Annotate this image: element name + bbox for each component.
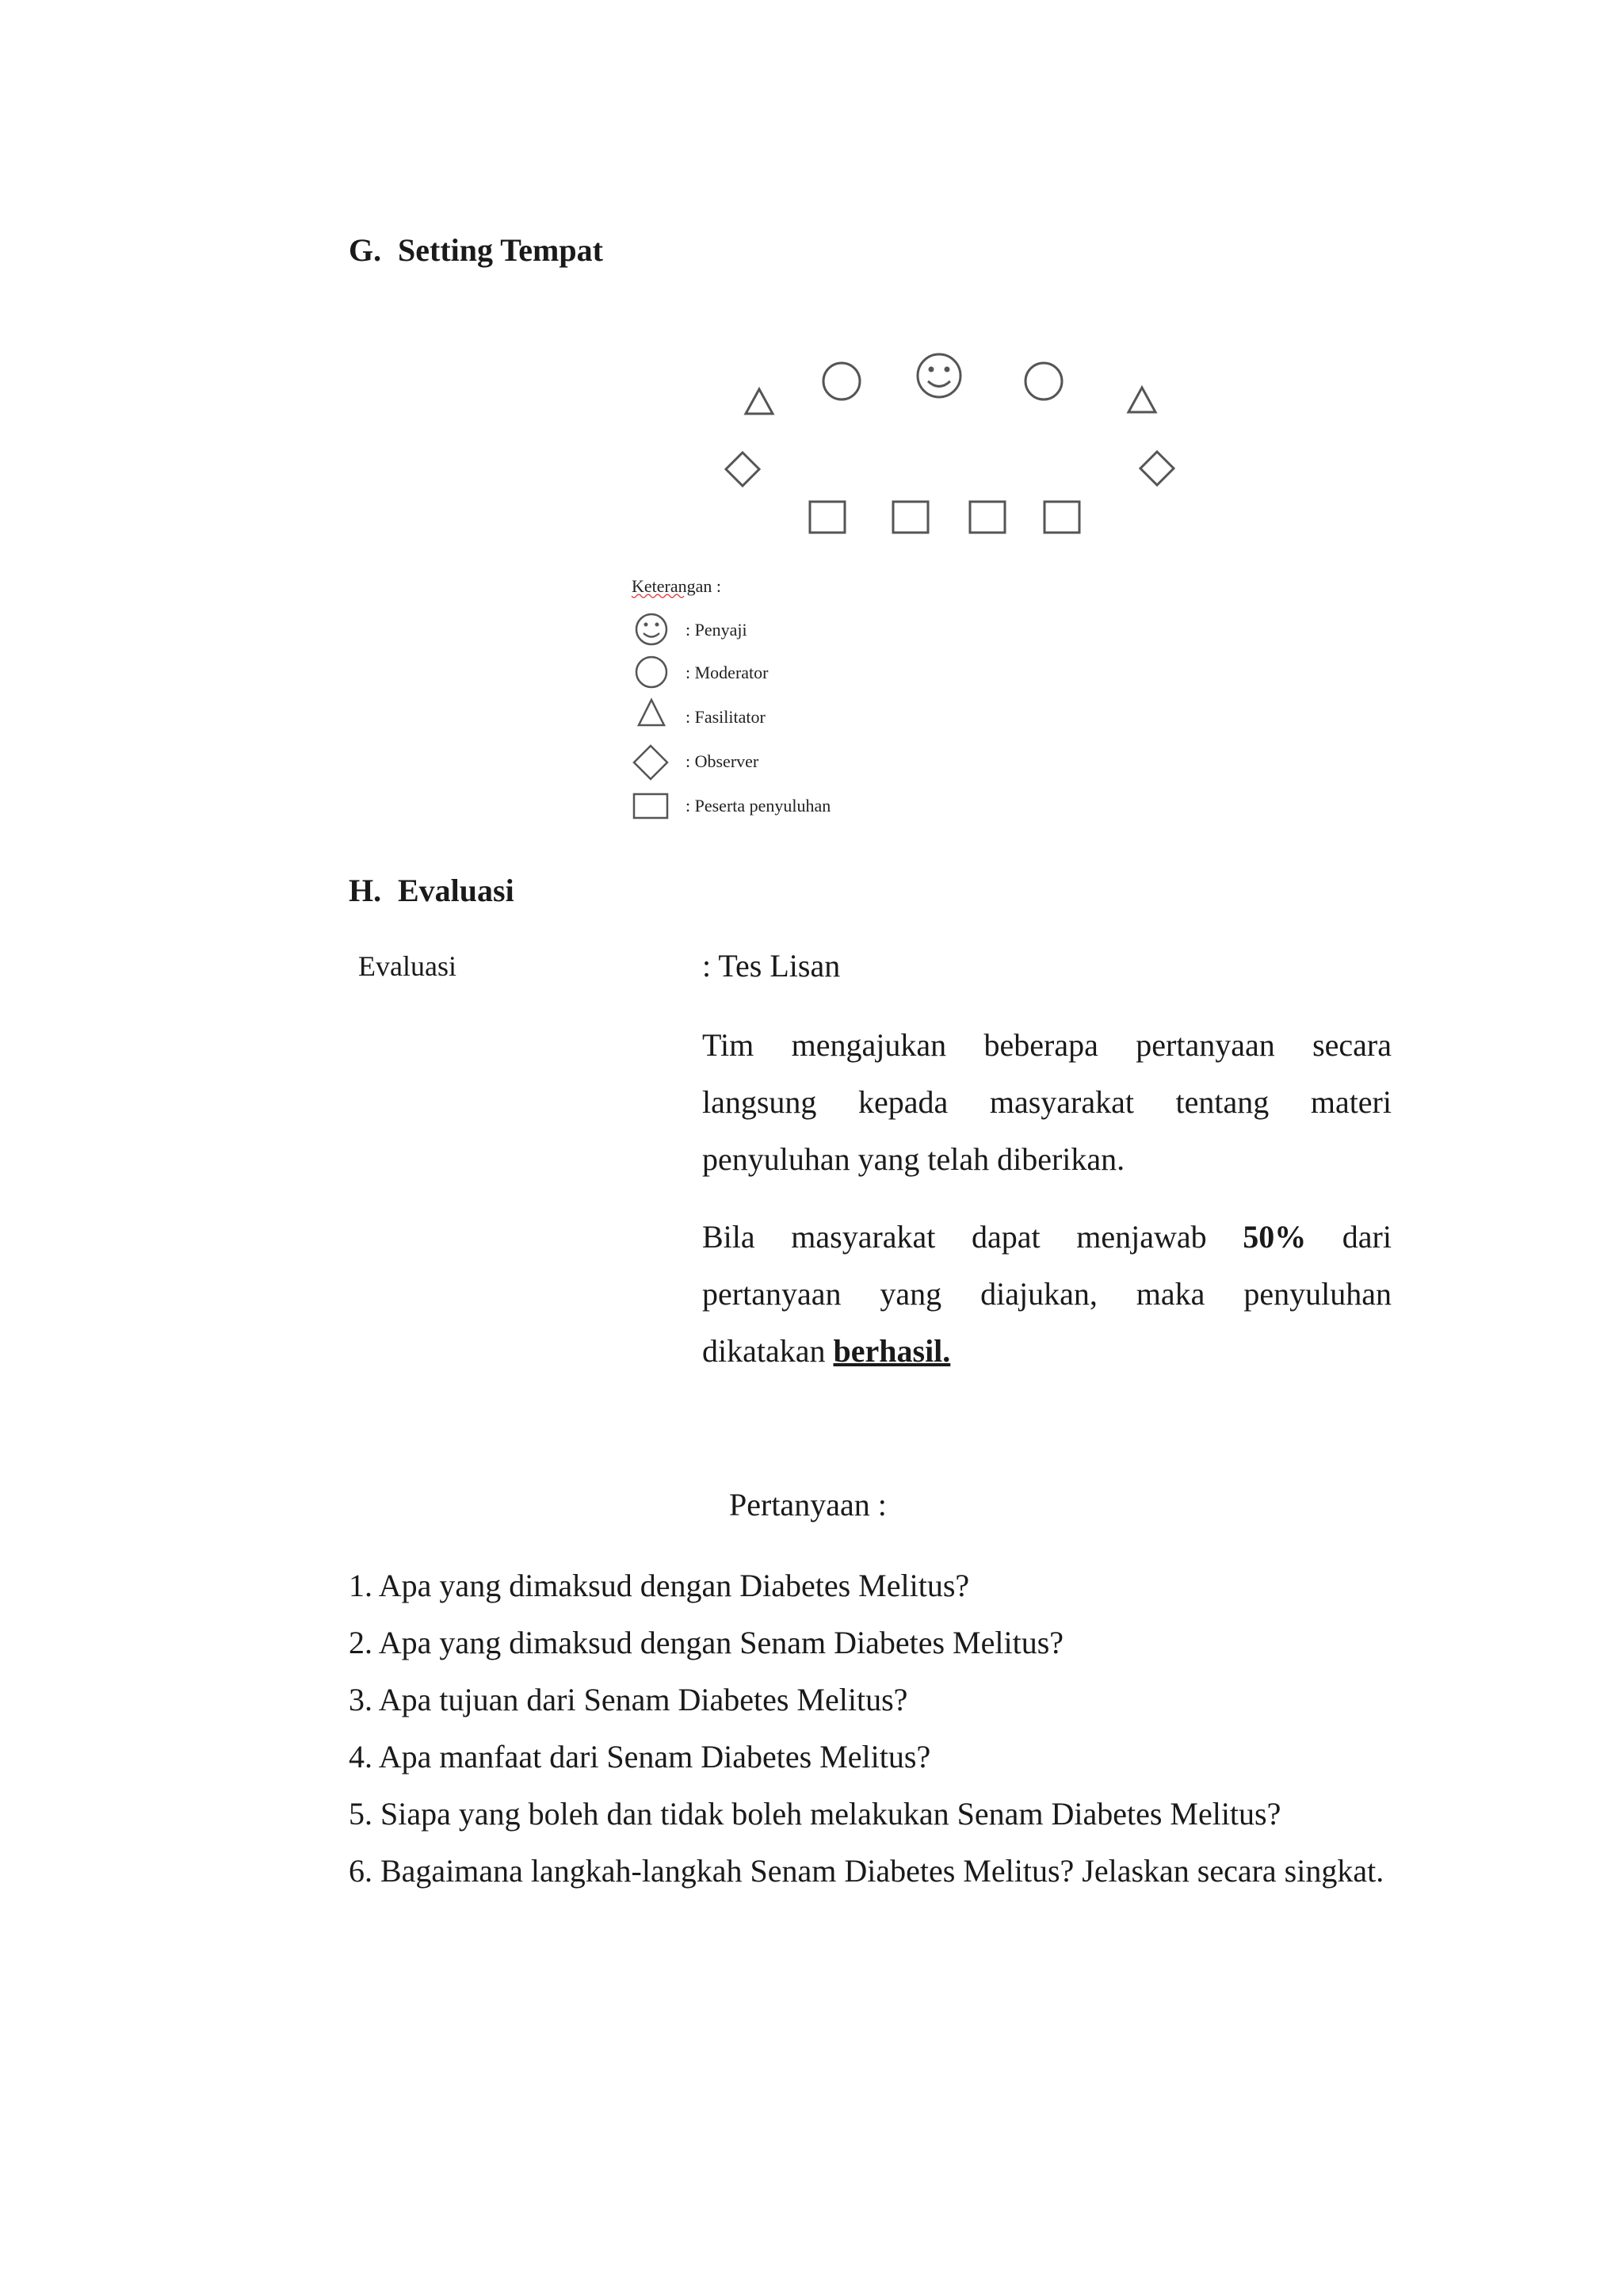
legend-title: Keterangan : [632, 576, 721, 596]
circle-icon [636, 657, 666, 687]
evaluasi-label: Evaluasi [358, 950, 456, 982]
questions-title: Pertanyaan : [729, 1487, 887, 1522]
section-h-heading [349, 872, 514, 909]
seating-diagram [0, 0, 1623, 840]
legend-item-peserta [634, 794, 831, 818]
question-item: 5. Siapa yang boleh dan tidak boleh melakukan Senam Diabetes Melitus? [349, 1796, 1281, 1832]
square-icon [634, 794, 667, 818]
peserta-square-1-icon [810, 502, 845, 533]
percentage-bold: 50% [1243, 1219, 1307, 1255]
question-item: 1. Apa yang dimaksud dengan Diabetes Melitus? [349, 1568, 970, 1603]
section-g-title: Setting Tempat [398, 232, 603, 268]
fasilitator-left-triangle-icon [746, 389, 773, 414]
legend-label-fasilitator: : Fasilitator [685, 707, 766, 727]
question-item: 3. Apa tujuan dari Senam Diabetes Melitus? [349, 1682, 908, 1717]
evaluasi-value: : Tes Lisan [702, 948, 841, 984]
peserta-square-4-icon [1044, 502, 1079, 533]
peserta-square-3-icon [970, 502, 1005, 533]
legend-item-observer [634, 746, 759, 779]
legend-label-penyaji: : Penyaji [685, 620, 747, 640]
legend-label-moderator: : Moderator [685, 663, 769, 682]
legend-item-fasilitator [639, 700, 766, 727]
section-h-title: Evaluasi [398, 873, 514, 908]
moderator-left-circle-icon [823, 363, 860, 399]
section-g-letter: G. [349, 232, 382, 268]
legend-label-peserta: : Peserta penyuluhan [685, 796, 831, 816]
peserta-square-2-icon [893, 502, 928, 533]
evaluasi-paragraph-1: Tim mengajukan beberapa pertanyaan secara langsung kepada masyarakat tentang materi penyuluhan yang telah diberikan. [702, 1027, 1392, 1177]
legend-item-moderator [636, 657, 769, 687]
question-item: 2. Apa yang dimaksud dengan Senam Diabetes Melitus? [349, 1625, 1064, 1660]
observer-right-diamond-icon [1140, 452, 1174, 485]
question-item: 4. Apa manfaat dari Senam Diabetes Melitus? [349, 1739, 931, 1775]
smiley-icon [636, 614, 666, 644]
penyaji-smiley-icon [918, 354, 960, 397]
berhasil-underlined: berhasil. [833, 1333, 951, 1369]
triangle-icon [639, 700, 664, 725]
section-h-letter: H. [349, 873, 382, 908]
questions-list [349, 1557, 1392, 1900]
observer-left-diamond-icon [726, 453, 759, 486]
evaluasi-paragraph-2: Bila masyarakat dapat menjawab 50% dari pertanyaan yang diajukan, maka penyuluhan dikatakan berhasil. [702, 1219, 1392, 1369]
legend-label-observer: : Observer [685, 751, 759, 771]
question-item: 6. Bagaimana langkah-langkah Senam Diabetes Melitus? Jelaskan secara singkat. [349, 1853, 1384, 1889]
fasilitator-right-triangle-icon [1128, 388, 1155, 412]
diamond-icon [634, 746, 667, 779]
moderator-right-circle-icon [1025, 363, 1062, 399]
legend-item-penyaji [636, 614, 747, 644]
